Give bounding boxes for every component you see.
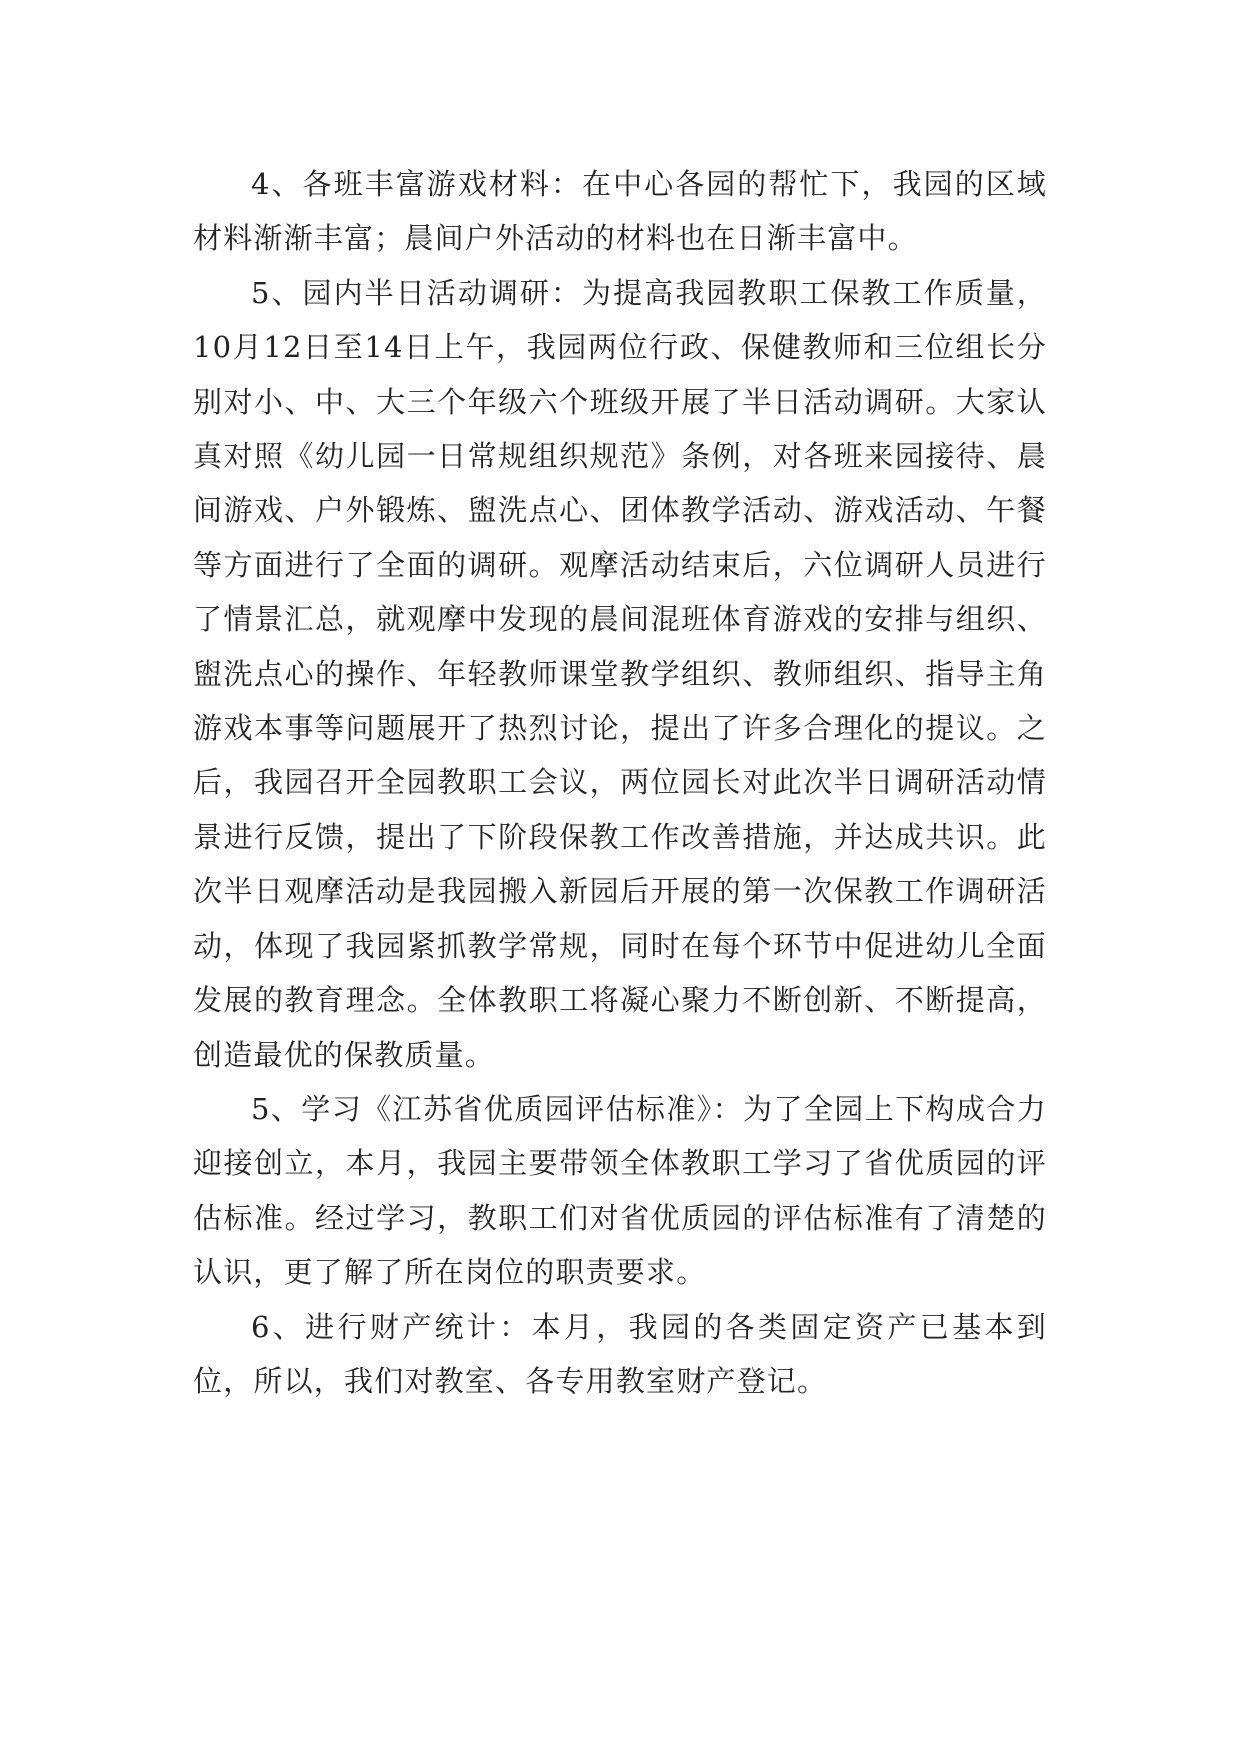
paragraph-evaluation-standard-study: 5、学习《江苏省优质园评估标准》：为了全园上下构成合力迎接创立，本月，我园主要带领全体教职工学习了省优质园的评估标准。经过学习，教职工们对省优质园的评估标准有了清楚的认识，更了解了所在岗位的职责要求。: [193, 1091, 1047, 1290]
paragraph-half-day-research: 5、园内半日活动调研：为提高我园教职工保教工作质量，10月12日至14日上午，我园两位行政、保健教师和三位组长分别对小、中、大三个年级六个班级开展了半日活动调研。大家认真对照《幼儿园一日常规组织规范》条例，对各班来园接待、晨间游戏、户外锻炼、盥洗点心、团体教学活动、游戏活动、午餐等方面进行了全面的调研。观摩活动结束后，六位调研人员进行了情景汇总，就观摩中发现的晨间混班体育游戏的安排与组织、盥洗点心的操作、年轻教师课堂教学组织、教师组织、指导主角游戏本事等问题展开了热烈讨论，提出了许多合理化的提议。之后，我园召开全园教职工会议，两位园长对此次半日调研活动情景进行反馈，提出了下阶段保教工作改善措施，并达成共识。此次半日观摩活动是我园搬入新园后开展的第一次保教工作调研活动，体现了我园紧抓教学常规，同时在每个环节中促进幼儿全面发展的教育理念。全体教职工将凝心聚力不断创新、不断提高，创造最优的保教质量。: [193, 275, 1047, 1072]
paragraph-game-materials: 4、各班丰富游戏材料：在中心各园的帮忙下，我园的区域材料渐渐丰富；晨间户外活动的材料也在日渐丰富中。: [193, 167, 1047, 256]
paragraph-property-statistics: 6、进行财产统计：本月，我园的各类固定资产已基本到位，所以，我们对教室、各专用教室财产登记。: [193, 1309, 1047, 1398]
document-body: [193, 157, 1047, 1408]
